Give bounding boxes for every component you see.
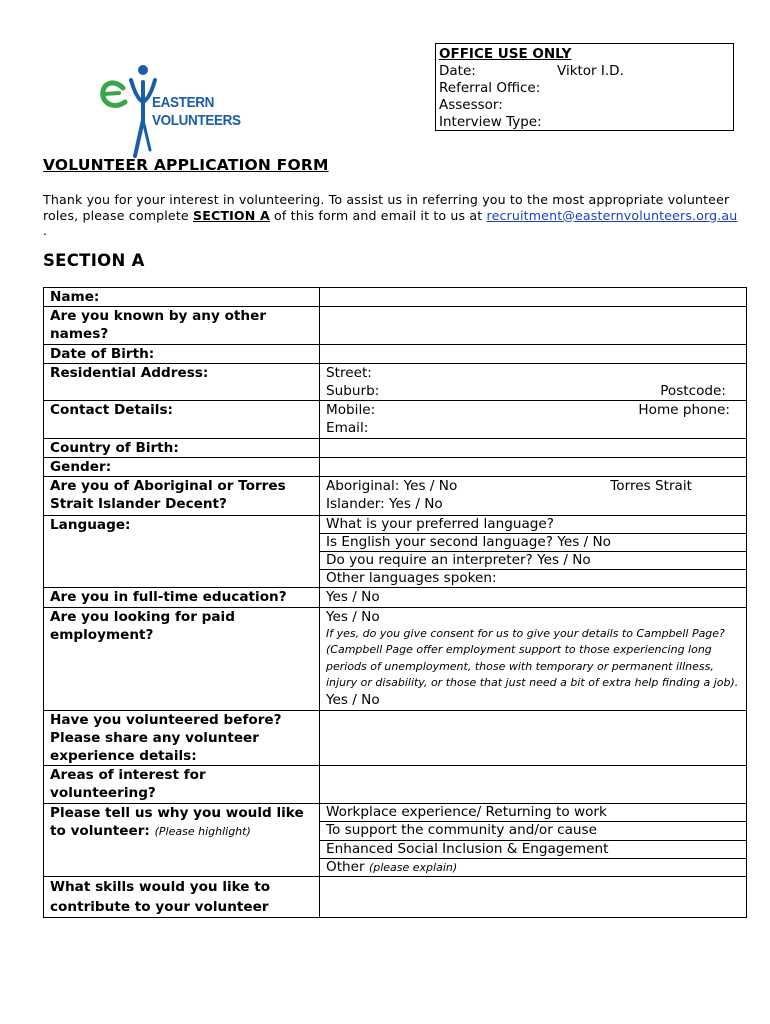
contact-field[interactable] — [320, 401, 747, 438]
preferred-language[interactable]: What is your preferred language? — [326, 516, 554, 533]
name-label: Name: — [44, 288, 320, 307]
aboriginal-label: Are you of Aboriginal or Torres Strait Islander Decent? — [44, 477, 320, 516]
row-other-names — [44, 307, 747, 344]
language-label: Language: — [44, 516, 320, 588]
intro-paragraph — [43, 192, 743, 239]
row-employment — [44, 607, 747, 710]
why-other-hint: (please explain) — [368, 860, 458, 874]
volunteered-field[interactable] — [320, 710, 747, 766]
intro-section-ref: SECTION A — [192, 207, 270, 223]
skills-label: What skills would you like to contribute to your volunteer — [44, 877, 320, 918]
row-volunteered — [44, 710, 747, 766]
suburb-row — [326, 382, 740, 400]
phone-row — [326, 401, 740, 419]
gender-label: Gender: — [44, 457, 320, 476]
postcode-label: Postcode: — [660, 383, 726, 400]
country-field[interactable] — [320, 438, 747, 457]
row-contact — [44, 401, 747, 438]
suburb-label: Suburb: — [326, 383, 380, 400]
gender-field[interactable] — [320, 457, 747, 476]
form-title: VOLUNTEER APPLICATION FORM — [43, 156, 329, 174]
row-aboriginal — [44, 477, 747, 516]
logo-line-eastern: EASTERN — [152, 94, 214, 111]
dob-label: Date of Birth: — [44, 344, 320, 363]
why-option-inclusion[interactable]: Enhanced Social Inclusion & Engagement — [320, 840, 746, 858]
intro-text-2: of this form and email it to us at — [269, 207, 487, 223]
office-use-box — [435, 43, 734, 131]
volunteered-label: Have you volunteered before? Please share any volunteer experience details: — [44, 710, 320, 766]
email-label: Email: — [326, 420, 369, 437]
email-link[interactable]: recruitment@easternvolunteers.org.au — [486, 207, 738, 223]
employment-field — [320, 607, 747, 710]
english-second-language[interactable]: Is English your second language? Yes / No — [320, 533, 746, 551]
name-field[interactable] — [320, 288, 747, 307]
why-question: Please tell us why you would like to volunteer: — [50, 804, 304, 839]
country-label: Country of Birth: — [44, 438, 320, 457]
section-a-heading: SECTION A — [43, 251, 145, 270]
home-phone-label: Home phone: — [638, 402, 730, 419]
address-label: Residential Address: — [44, 363, 320, 400]
row-education — [44, 588, 747, 607]
education-label: Are you in full-time education? — [44, 588, 320, 607]
why-option-other[interactable] — [320, 858, 746, 876]
employment-label: Are you looking for paid employment? — [44, 607, 320, 710]
intro-text-3: . — [43, 223, 48, 238]
office-use-heading: OFFICE USE ONLY — [439, 46, 572, 62]
interpreter-required[interactable]: Do you require an interpreter? Yes / No — [320, 551, 746, 569]
why-field — [320, 803, 747, 877]
why-hint: (Please highlight) — [154, 824, 251, 838]
why-option-workplace[interactable]: Workplace experience/ Returning to work — [326, 803, 607, 820]
aboriginal-row — [326, 477, 740, 495]
row-dob — [44, 344, 747, 363]
why-label — [44, 803, 320, 877]
intro-text-1: Thank you for your interest in volunteering. To assist us in referring you to the most appropriate volunteer roles, please complete — [43, 192, 730, 223]
other-languages[interactable]: Other languages spoken: — [320, 569, 746, 587]
other-names-label: Are you known by any other names? — [44, 307, 320, 344]
language-field — [320, 516, 747, 588]
mobile-label: Mobile: — [326, 402, 376, 419]
address-field[interactable] — [320, 363, 747, 400]
torres-label: Torres Strait — [610, 478, 692, 495]
row-address — [44, 363, 747, 400]
office-date-label: Date: — [439, 63, 476, 79]
contact-label: Contact Details: — [44, 401, 320, 438]
office-assessor-label: Assessor: — [439, 97, 503, 113]
campbell-page-note: (Campbell Page offer employment support to those experiencing long periods of unemployment, those with temporary or permanent illness, injury or disability, or those that just need a bit of extra help finding a job). — [326, 643, 739, 690]
row-country — [44, 438, 747, 457]
why-option-community[interactable]: To support the community and/or cause — [320, 821, 746, 839]
consent-option[interactable]: Yes / No — [326, 692, 380, 709]
office-date-row — [439, 63, 733, 80]
office-date-value: Viktor I.D. — [557, 63, 624, 79]
row-interest — [44, 766, 747, 803]
office-interview-label: Interview Type: — [439, 114, 542, 130]
logo-line-volunteers: VOLUNTEERS — [152, 112, 241, 129]
employment-option[interactable]: Yes / No — [326, 608, 380, 625]
row-why — [44, 803, 747, 877]
consent-question: If yes, do you give consent for us to give your details to Campbell Page? — [326, 626, 725, 640]
application-form-table — [43, 287, 747, 918]
street-label: Street: — [326, 364, 372, 381]
torres-option[interactable]: Islander: Yes / No — [326, 496, 443, 513]
dob-field[interactable] — [320, 344, 747, 363]
office-referral-label: Referral Office: — [439, 80, 541, 96]
other-names-field[interactable] — [320, 307, 747, 344]
row-language — [44, 516, 747, 588]
row-name — [44, 288, 747, 307]
aboriginal-option[interactable]: Aboriginal: Yes / No — [326, 478, 458, 495]
skills-field[interactable] — [320, 877, 747, 918]
why-other-label: Other — [326, 858, 365, 875]
interest-label: Areas of interest for volunteering? — [44, 766, 320, 803]
row-skills — [44, 877, 747, 918]
aboriginal-field[interactable] — [320, 477, 747, 516]
education-option[interactable]: Yes / No — [320, 588, 747, 607]
logo-wordmark — [152, 94, 241, 130]
interest-field[interactable] — [320, 766, 747, 803]
row-gender — [44, 457, 747, 476]
